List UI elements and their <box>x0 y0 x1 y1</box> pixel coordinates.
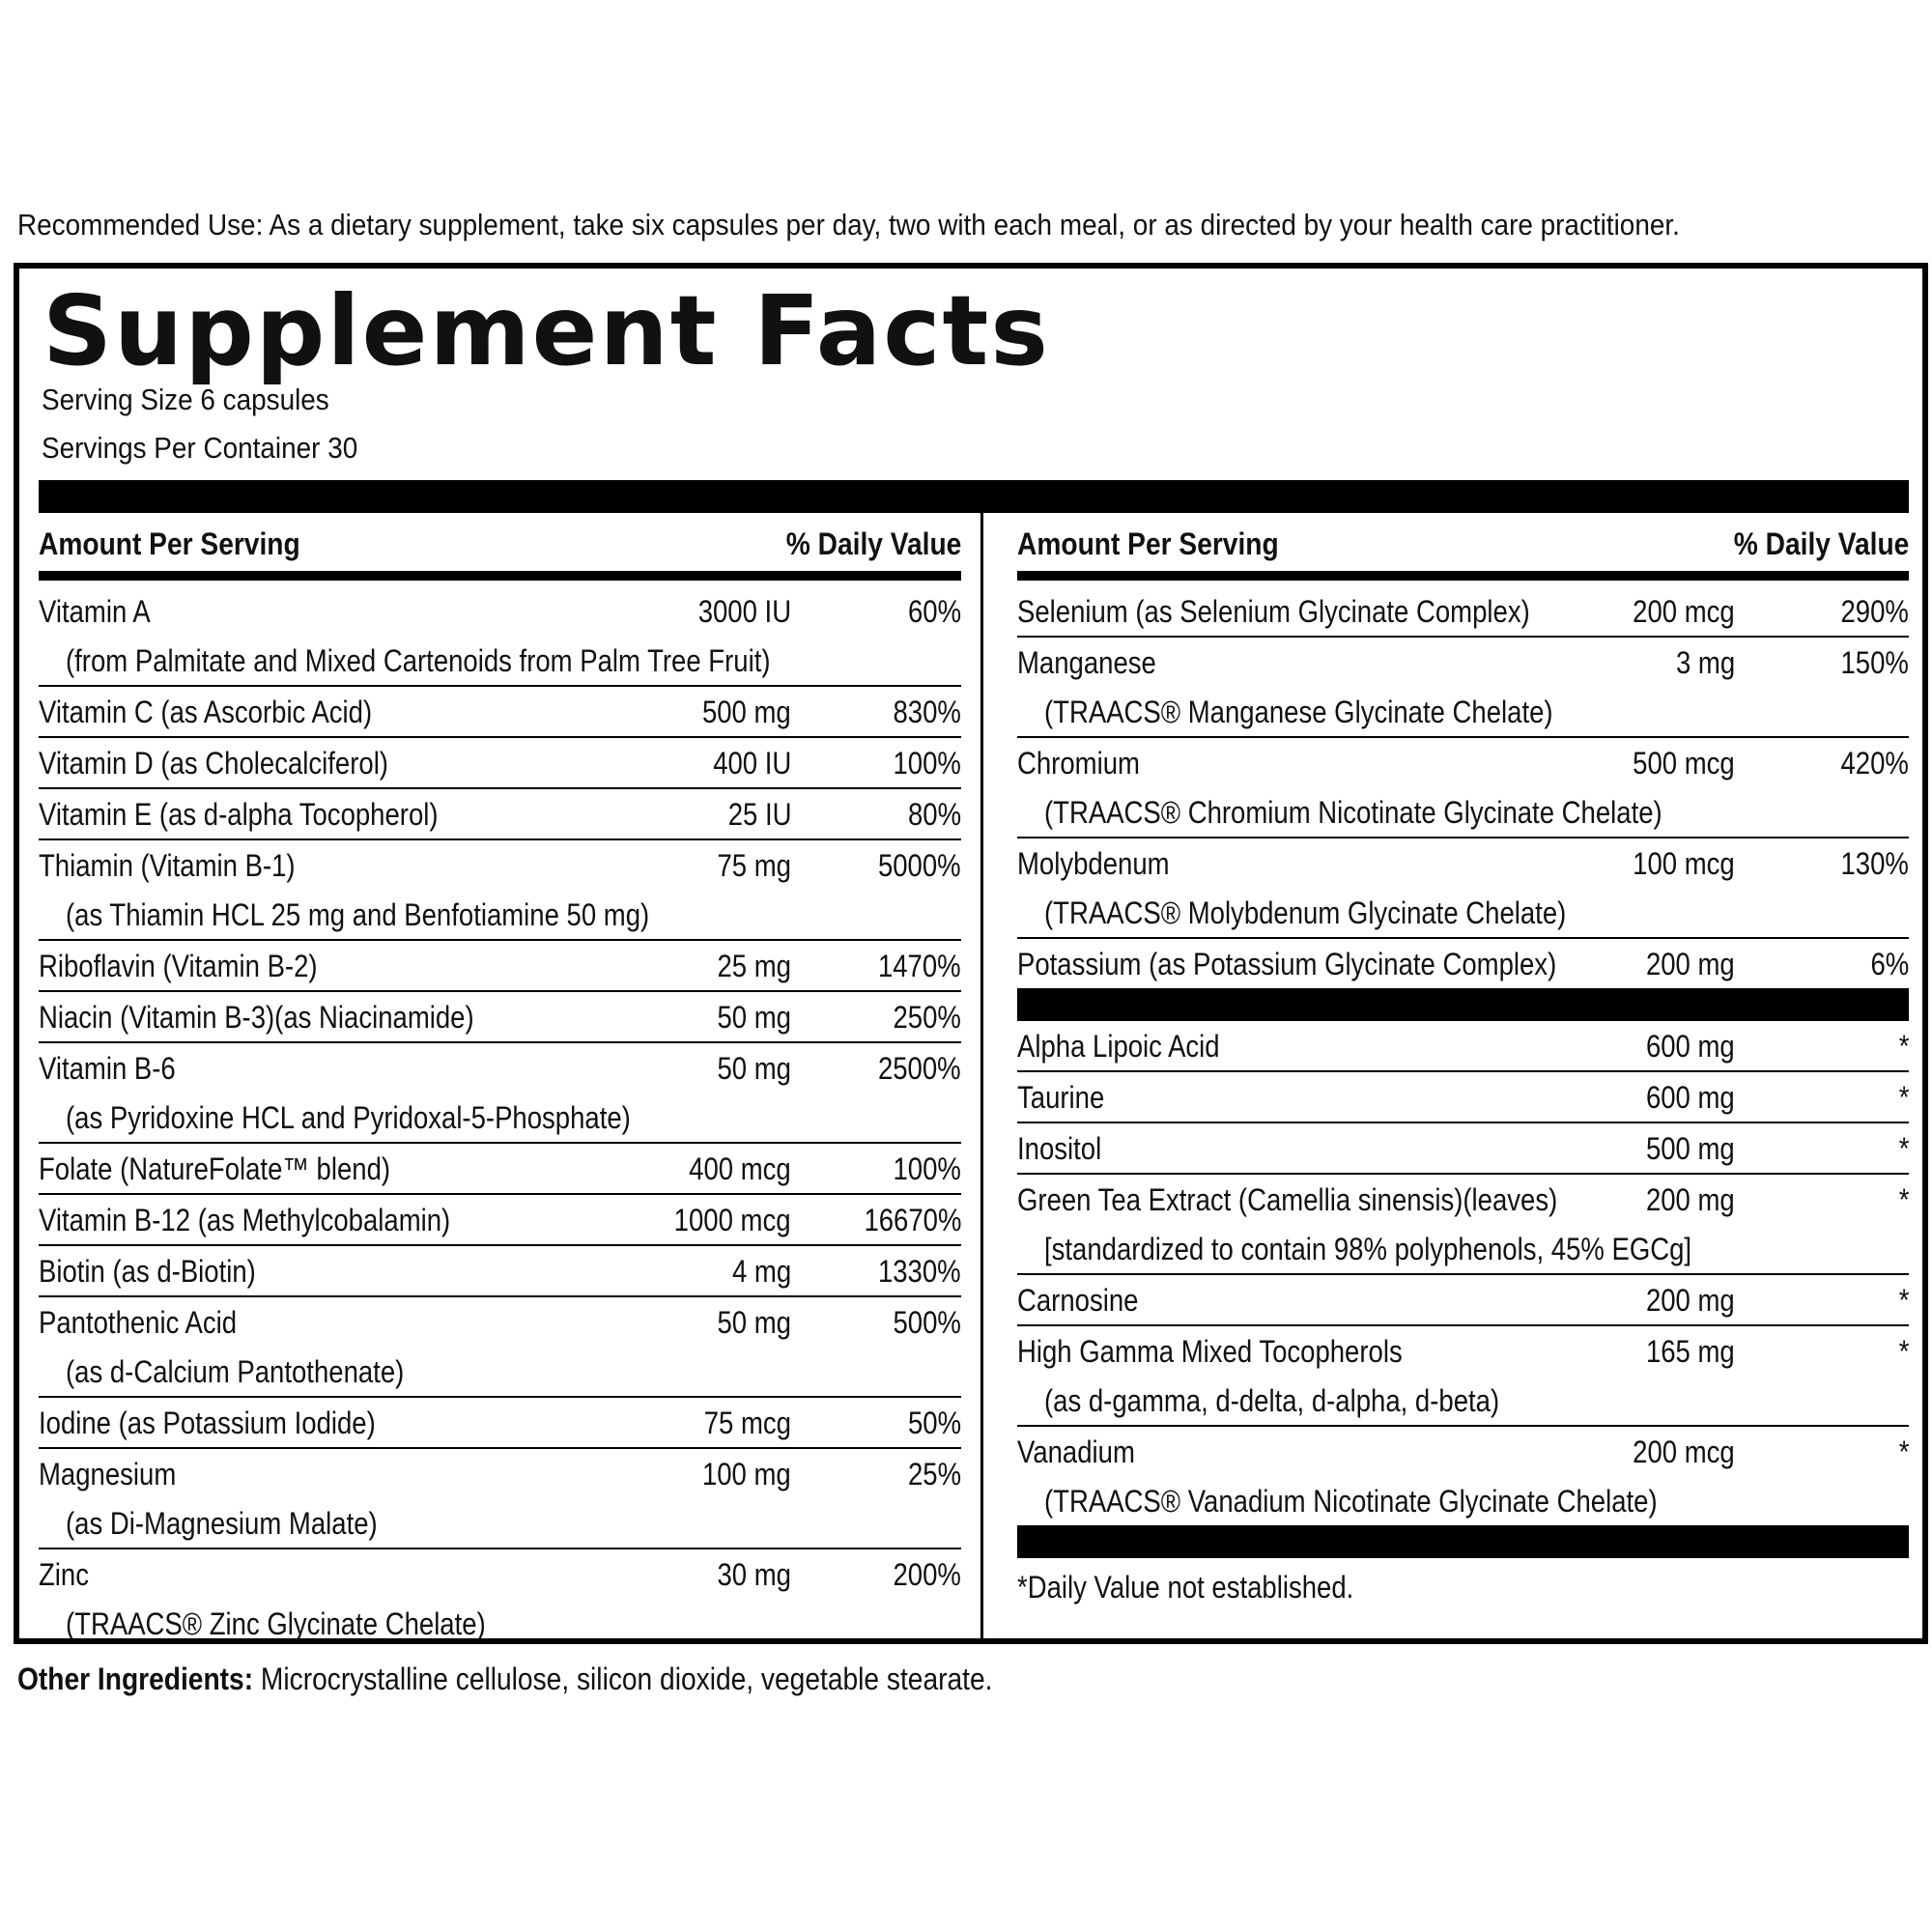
nutrient-name: Pantothenic Acid <box>39 1305 238 1340</box>
nutrient-daily-value: 80% <box>907 797 961 832</box>
nutrient-name: Thiamin (Vitamin B-1) <box>39 848 296 883</box>
nutrient-name: Riboflavin (Vitamin B-2) <box>39 949 318 983</box>
nutrient-row <box>39 1043 961 1144</box>
nutrient-daily-value: * <box>1898 1182 1909 1217</box>
nutrient-daily-value: 100% <box>893 746 961 781</box>
nutrient-amount: 400 IU <box>712 746 791 781</box>
nutrient-row <box>1017 1275 1909 1326</box>
nutrient-source: (TRAACS® Molybdenum Glycinate Chelate) <box>1044 895 1567 930</box>
nutrient-daily-value: 2500% <box>878 1051 961 1086</box>
nutrient-name: Manganese <box>1017 645 1156 680</box>
right-column <box>1017 513 1909 1616</box>
nutrient-name: Taurine <box>1017 1080 1105 1115</box>
nutrient-source: (as d-Calcium Pantothenate) <box>66 1354 405 1389</box>
nutrient-daily-value: 1470% <box>878 949 961 983</box>
nutrient-amount: 25 IU <box>727 797 791 832</box>
serving-size: Serving Size 6 capsules <box>42 383 329 416</box>
daily-value-heading: % Daily Value <box>1733 526 1909 561</box>
section-separator-bar <box>1017 988 1909 1021</box>
right-column-header <box>1017 513 1909 581</box>
nutrient-row <box>39 586 961 687</box>
nutrient-daily-value: 290% <box>1840 594 1909 629</box>
nutrient-name: Vitamin B-6 <box>39 1051 176 1086</box>
nutrient-daily-value: 6% <box>1870 947 1909 981</box>
nutrient-name: Zinc <box>39 1557 89 1592</box>
nutrient-row <box>39 1246 961 1297</box>
nutrient-source: (TRAACS® Chromium Nicotinate Glycinate Chelate) <box>1044 795 1662 830</box>
nutrient-row <box>39 941 961 992</box>
nutrient-daily-value: 5000% <box>878 848 961 883</box>
nutrient-name: Niacin (Vitamin B-3)(as Niacinamide) <box>39 1000 474 1035</box>
nutrient-name: Vitamin A <box>39 594 151 629</box>
nutrient-row <box>39 1398 961 1449</box>
nutrient-row <box>39 992 961 1043</box>
nutrient-daily-value: 200% <box>893 1557 961 1592</box>
nutrient-name: Molybdenum <box>1017 846 1170 881</box>
nutrient-daily-value: 150% <box>1840 645 1909 680</box>
nutrient-source: [standardized to contain 98% polyphenols, 45% EGCg] <box>1044 1232 1692 1266</box>
nutrient-daily-value: 500% <box>893 1305 961 1340</box>
supplement-facts-panel <box>14 263 1928 1644</box>
nutrient-amount: 200 mg <box>1646 947 1735 981</box>
nutrient-daily-value: * <box>1898 1435 1909 1469</box>
nutrient-row <box>1017 638 1909 738</box>
right-mineral-list <box>1017 586 1909 988</box>
nutrient-daily-value: 250% <box>893 1000 961 1035</box>
nutrient-amount: 500 mcg <box>1633 746 1735 781</box>
nutrient-row <box>1017 586 1909 638</box>
nutrient-source: (TRAACS® Zinc Glycinate Chelate) <box>66 1606 486 1641</box>
left-column-header <box>39 513 961 581</box>
nutrient-source: (as Thiamin HCL 25 mg and Benfotiamine 50 mg) <box>66 897 650 932</box>
nutrient-row <box>39 738 961 789</box>
nutrient-amount: 200 mcg <box>1633 1435 1735 1469</box>
nutrient-amount: 200 mg <box>1646 1283 1735 1318</box>
nutrient-row <box>1017 738 1909 838</box>
nutrient-daily-value: 1330% <box>878 1254 961 1289</box>
amount-per-serving-heading: Amount Per Serving <box>39 526 300 561</box>
nutrient-amount: 50 mg <box>717 1305 791 1340</box>
nutrient-name: Biotin (as d-Biotin) <box>39 1254 256 1289</box>
footer-separator-bar <box>1017 1525 1909 1558</box>
right-other-list <box>1017 1021 1909 1525</box>
nutrient-name: Magnesium <box>39 1457 177 1492</box>
nutrient-amount: 25 mg <box>717 949 791 983</box>
nutrient-source: (as Pyridoxine HCL and Pyridoxal-5-Phosphate) <box>66 1100 631 1135</box>
recommended-use: Recommended Use: As a dietary supplement, take six capsules per day, two with each meal, or as directed by your health care practitioner. <box>17 208 1680 242</box>
nutrient-amount: 30 mg <box>717 1557 791 1592</box>
nutrient-row <box>39 1195 961 1246</box>
nutrient-amount: 3 mg <box>1675 645 1735 680</box>
nutrient-daily-value: 100% <box>893 1151 961 1186</box>
nutrient-amount: 500 mg <box>1646 1131 1735 1166</box>
other-ingredients <box>17 1662 992 1697</box>
nutrient-name: Selenium (as Selenium Glycinate Complex) <box>1017 594 1530 629</box>
nutrient-amount: 4 mg <box>731 1254 791 1289</box>
nutrient-daily-value: 16670% <box>864 1203 961 1237</box>
nutrient-source: (TRAACS® Manganese Glycinate Chelate) <box>1044 695 1553 729</box>
nutrient-amount: 200 mcg <box>1633 594 1735 629</box>
nutrient-source: (as d-gamma, d-delta, d-alpha, d-beta) <box>1044 1383 1500 1418</box>
left-column <box>39 513 961 1648</box>
nutrient-amount: 3000 IU <box>697 594 791 629</box>
nutrient-row <box>1017 1123 1909 1175</box>
nutrient-amount: 600 mg <box>1646 1029 1735 1064</box>
nutrient-row <box>39 789 961 840</box>
nutrient-daily-value: * <box>1898 1080 1909 1115</box>
nutrient-source: (as Di-Magnesium Malate) <box>66 1506 378 1541</box>
nutrient-name: Folate (NatureFolate™ blend) <box>39 1151 391 1186</box>
nutrient-amount: 1000 mcg <box>674 1203 791 1237</box>
nutrient-daily-value: * <box>1898 1131 1909 1166</box>
nutrient-amount: 50 mg <box>717 1000 791 1035</box>
column-divider <box>980 513 983 1644</box>
nutrient-amount: 75 mg <box>717 848 791 883</box>
nutrient-row <box>39 840 961 941</box>
nutrient-row <box>39 687 961 738</box>
nutrient-row <box>1017 939 1909 988</box>
nutrient-amount: 100 mg <box>702 1457 791 1492</box>
nutrient-daily-value: 830% <box>893 695 961 729</box>
nutrient-daily-value: 60% <box>907 594 961 629</box>
nutrient-row <box>1017 1072 1909 1123</box>
nutrient-daily-value: * <box>1898 1029 1909 1064</box>
nutrient-row <box>1017 1175 1909 1275</box>
nutrient-name: Alpha Lipoic Acid <box>1017 1029 1220 1064</box>
nutrient-daily-value: 25% <box>907 1457 961 1492</box>
nutrient-daily-value: * <box>1898 1334 1909 1369</box>
nutrient-row <box>1017 1021 1909 1072</box>
nutrient-source: (from Palmitate and Mixed Cartenoids from Palm Tree Fruit) <box>66 643 771 678</box>
footnote <box>1017 1558 1909 1616</box>
nutrient-amount: 100 mcg <box>1633 846 1735 881</box>
amount-per-serving-heading: Amount Per Serving <box>1017 526 1279 561</box>
nutrient-name: Inositol <box>1017 1131 1102 1166</box>
nutrient-amount: 165 mg <box>1646 1334 1735 1369</box>
nutrient-name: Chromium <box>1017 746 1140 781</box>
nutrient-name: Potassium (as Potassium Glycinate Complex) <box>1017 947 1557 981</box>
nutrient-amount: 400 mcg <box>689 1151 791 1186</box>
nutrient-row <box>39 1297 961 1398</box>
nutrient-name: Iodine (as Potassium Iodide) <box>39 1406 376 1440</box>
nutrient-daily-value: * <box>1898 1283 1909 1318</box>
nutrient-daily-value: 420% <box>1840 746 1909 781</box>
nutrient-daily-value: 50% <box>907 1406 961 1440</box>
nutrient-name: Vitamin D (as Cholecalciferol) <box>39 746 388 781</box>
daily-value-heading: % Daily Value <box>785 526 961 561</box>
servings-per-container: Servings Per Container 30 <box>42 431 358 465</box>
other-ingredients-label: Other Ingredients: <box>17 1662 254 1696</box>
nutrient-row <box>39 1549 961 1648</box>
nutrient-row <box>1017 1427 1909 1525</box>
left-nutrient-list <box>39 586 961 1648</box>
nutrient-name: Vitamin E (as d-alpha Tocopherol) <box>39 797 439 832</box>
nutrient-name: Vitamin C (as Ascorbic Acid) <box>39 695 373 729</box>
nutrient-amount: 75 mcg <box>703 1406 791 1440</box>
nutrient-name: High Gamma Mixed Tocopherols <box>1017 1334 1403 1369</box>
nutrient-source: (TRAACS® Vanadium Nicotinate Glycinate Chelate) <box>1044 1484 1658 1519</box>
nutrient-row <box>39 1144 961 1195</box>
nutrient-amount: 50 mg <box>717 1051 791 1086</box>
nutrient-amount: 200 mg <box>1646 1182 1735 1217</box>
footnote-text: *Daily Value not established. <box>1017 1570 1354 1605</box>
panel-title: Supplement Facts <box>43 274 1050 387</box>
nutrient-row <box>39 1449 961 1549</box>
nutrient-name: Vitamin B-12 (as Methylcobalamin) <box>39 1203 451 1237</box>
nutrient-name: Carnosine <box>1017 1283 1139 1318</box>
nutrient-amount: 500 mg <box>702 695 791 729</box>
nutrient-name: Green Tea Extract (Camellia sinensis)(leaves) <box>1017 1182 1558 1217</box>
nutrient-daily-value: 130% <box>1840 846 1909 881</box>
nutrient-row <box>1017 838 1909 939</box>
nutrient-row <box>1017 1326 1909 1427</box>
other-ingredients-text: Microcrystalline cellulose, silicon dioxide, vegetable stearate. <box>253 1662 993 1696</box>
nutrient-name: Vanadium <box>1017 1435 1135 1469</box>
nutrient-amount: 600 mg <box>1646 1080 1735 1115</box>
header-thick-bar <box>39 480 1909 513</box>
